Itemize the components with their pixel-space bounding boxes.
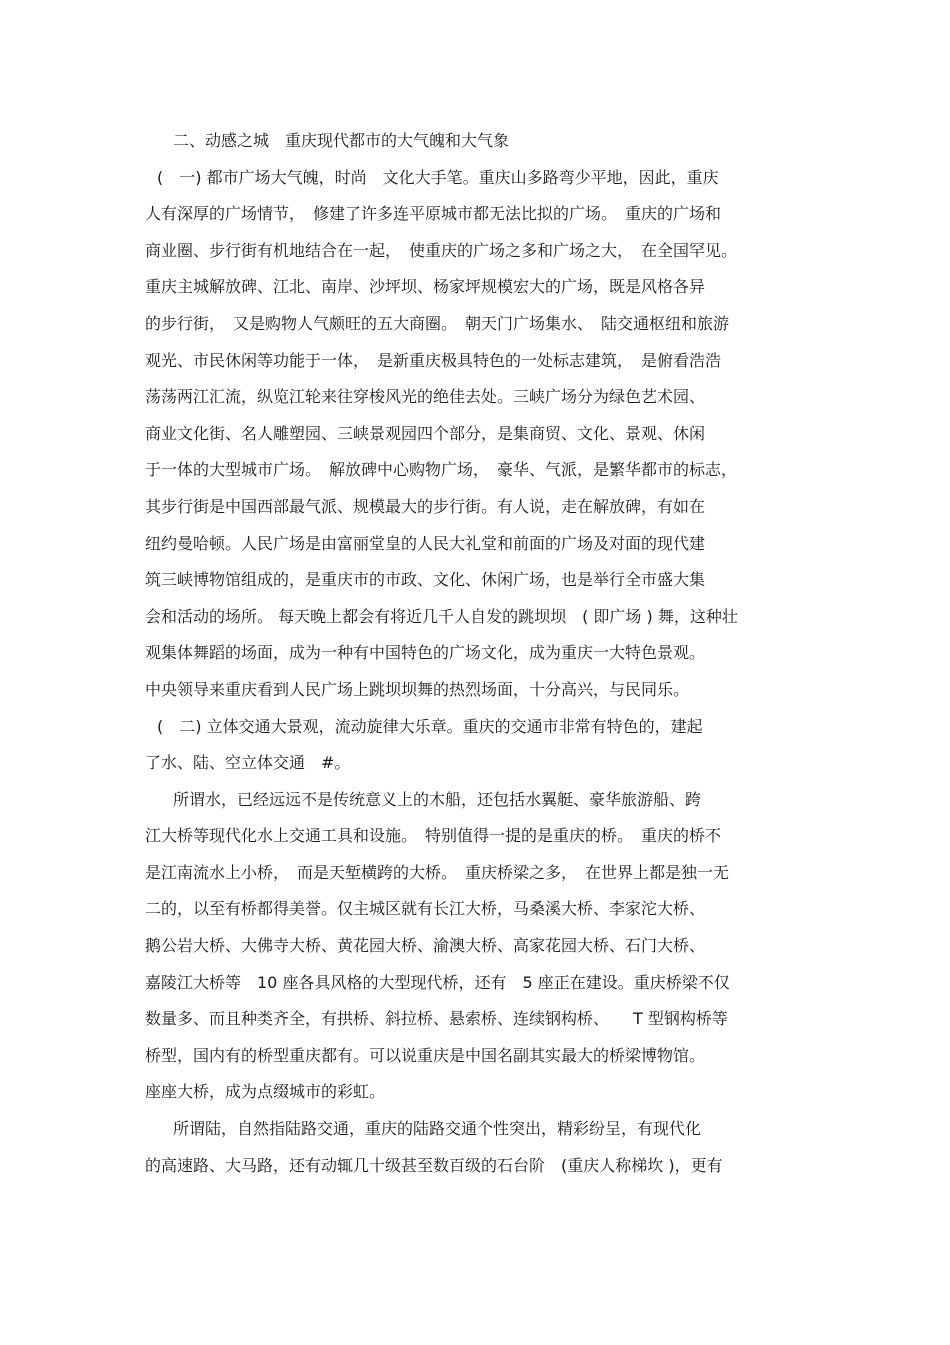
text-line: 数量多、而且种类齐全，有拱桥、斜拉桥、悬索桥、连续钢构桥、 T 型钢构桥等: [145, 1009, 728, 1029]
text-line: 了水、陆、空立体交通 #。: [145, 753, 351, 773]
text-line: 筑三峡博物馆组成的，是重庆市的市政、文化、休闲广场，也是举行全市盛大集: [145, 570, 706, 590]
text-line: 纽约曼哈顿。人民广场是由富丽堂皇的人民大礼堂和前面的广场及对面的现代建: [145, 533, 706, 553]
text-line: 荡荡两江汇流，纵览江轮来往穿梭风光的绝佳去处。三峡广场分为绿色艺术园、: [145, 387, 706, 407]
text-line: 二的，以至有桥都得美誉。仅主城区就有长江大桥，马桑溪大桥、李家沱大桥、: [145, 899, 706, 919]
text-line: 中央领导来重庆看到人民广场上跳坝坝舞的热烈场面，十分高兴，与民同乐。: [145, 679, 690, 699]
text-line: 人有深厚的广场情节， 修建了许多连平原城市都无法比拟的广场。 重庆的广场和: [145, 204, 722, 224]
text-line: 会和活动的场所。 每天晚上都会有将近几千人自发的跳坝坝 ( 即广场 ) 舞，这种壮: [145, 606, 738, 626]
section-heading: 二、动感之城 重庆现代都市的大气魄和大气象: [173, 131, 510, 150]
text-line: 嘉陵江大桥等 10 座各具风格的大型现代桥，还有 5 座正在建设。重庆桥梁不仅: [145, 972, 730, 992]
text-line: 观集体舞蹈的场面，成为一种有中国特色的广场文化，成为重庆一大特色景观。: [145, 643, 706, 663]
text-line: 于一体的大型城市广场。 解放碑中心购物广场， 豪华、气派，是繁华都市的标志，: [145, 460, 738, 480]
text-line: 商业文化街、名人雕塑园、三峡景观园四个部分，是集商贸、文化、景观、休闲: [145, 423, 706, 443]
text-line: 所谓水，已经远远不是传统意义上的木船，还包括水翼艇、豪华旅游船、跨: [173, 789, 702, 809]
text-line: 鹅公岩大桥、大佛寺大桥、黄花园大桥、渝澳大桥、高家花园大桥、石门大桥、: [145, 936, 706, 956]
text-line: 的高速路、大马路，还有动辄几十级甚至数百级的石台阶 (重庆人称梯坎 )，更有: [145, 1155, 723, 1175]
text-line: 商业圈、步行街有机地结合在一起， 使重庆的广场之多和广场之大， 在全国罕见。: [145, 240, 738, 260]
text-line: 是江南流水上小桥， 而是天堑横跨的大桥。 重庆桥梁之多， 在世界上都是独一无: [145, 862, 730, 882]
text-line: 所谓陆，自然指陆路交通，重庆的陆路交通个性突出，精彩纷呈，有现代化: [173, 1119, 702, 1139]
text-line: 其步行街是中国西部最气派、规模最大的步行街。有人说，走在解放碑，有如在: [145, 496, 706, 516]
text-line: 重庆主城解放碑、江北、南岸、沙坪坝、杨家坪规模宏大的广场，既是风格各异: [145, 277, 706, 297]
text-line: ( 二) 立体交通大景观，流动旋律大乐章。重庆的交通市非常有特色的，建起: [157, 716, 703, 736]
text-line: 观光、市民休闲等功能于一体， 是新重庆极具特色的一处标志建筑， 是俯看浩浩: [145, 350, 722, 370]
text-line: 江大桥等现代化水上交通工具和设施。 特别值得一提的是重庆的桥。 重庆的桥不: [145, 826, 722, 846]
text-line: ( 一) 都市广场大气魄，时尚 文化大手笔。重庆山多路弯少平地，因此，重庆: [157, 167, 719, 187]
text-line: 桥型，国内有的桥型重庆都有。可以说重庆是中国名副其实最大的桥梁博物馆。: [145, 1045, 706, 1065]
text-line: 的步行街， 又是购物人气颇旺的五大商圈。 朝天门广场集水、 陆交通枢纽和旅游: [145, 313, 730, 333]
body-text: [145, 123, 815, 1184]
text-line: 座座大桥，成为点缀城市的彩虹。: [145, 1082, 386, 1102]
